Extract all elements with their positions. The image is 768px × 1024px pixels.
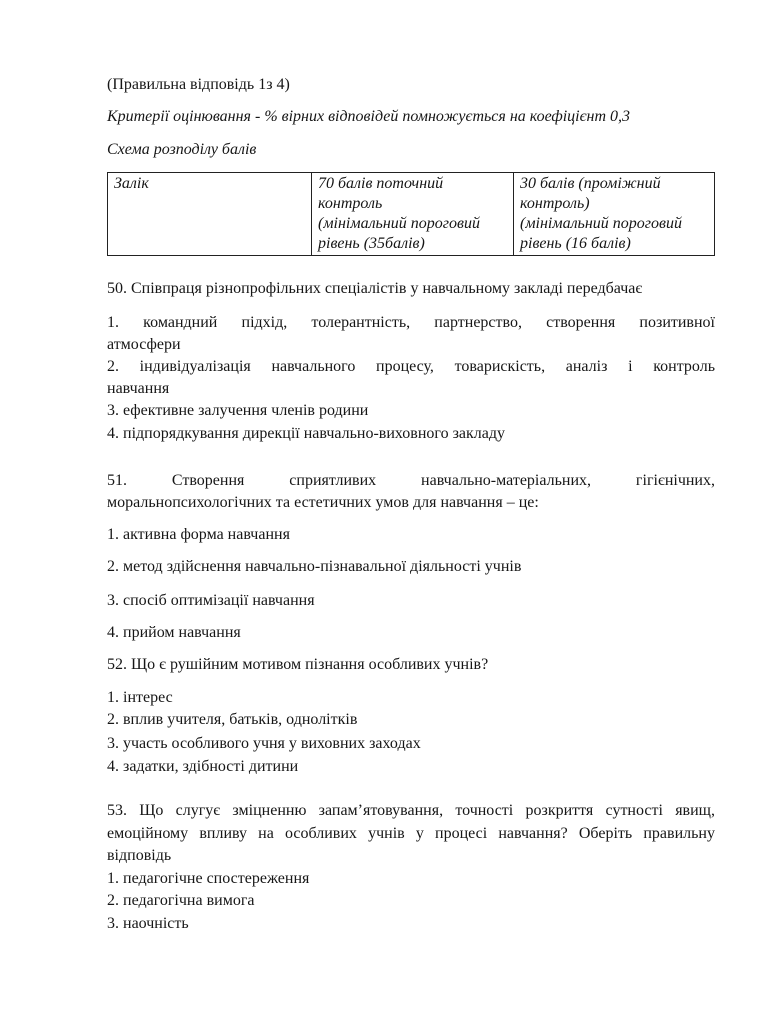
- question-text-line: відповідь: [107, 847, 172, 864]
- question-text-line: моральнопсихологічних та естетичних умов для навчання – це:: [107, 494, 539, 511]
- answer-option-line: атмосфери: [107, 336, 181, 353]
- table-cell-line: рівень (35балів): [318, 235, 425, 252]
- question-50: [107, 278, 715, 445]
- answer-option: 4. прийом навчання: [107, 624, 241, 641]
- answer-option-line: 1. командний підхід, толерантність, партнерство, створення позитивної: [107, 314, 715, 331]
- answer-option-line: 2. індивідуалізація навчального процесу, товарискість, аналіз і контроль: [107, 358, 715, 375]
- answer-option: 3. спосіб оптимізації навчання: [107, 592, 315, 609]
- table-cell-intermediate-control: [513, 173, 714, 255]
- question-text: 50. Співпраця різнопрофільних спеціалістів у навчальному закладі передбачає: [107, 280, 643, 297]
- answer-option-line: 4. підпорядкування дирекції навчально-виховного закладу: [107, 425, 505, 442]
- answer-option: 3. участь особливого учня у виховних заходах: [107, 735, 421, 752]
- answer-option: 1. активна форма навчання: [107, 526, 290, 543]
- answer-option: 2. вплив учителя, батьків, однолітків: [107, 711, 358, 728]
- question-text-line: 53. Що слугує зміцненню запам’ятовування, точності розкриття сутності явищ,: [107, 802, 715, 819]
- table-cell-line: контроль: [318, 195, 383, 212]
- question-text-line: 51. Створення сприятливих навчально-матеріальних, гігієнічних,: [107, 472, 715, 489]
- score-scheme-title: Схема розподілу балів: [107, 141, 257, 158]
- answer-option-line: навчання: [107, 380, 170, 397]
- answer-option: [107, 312, 715, 356]
- table-cell-line: Залік: [114, 175, 149, 192]
- page-content: [107, 74, 715, 935]
- question-text-line: емоційному впливу на особливих учнів у процесі навчання? Оберіть правильну: [107, 824, 715, 842]
- question-53: [107, 800, 715, 935]
- table-cell-line: (мінімальний пороговий: [318, 215, 480, 232]
- assessment-criteria: Критерії оцінювання - % вірних відповідей помножується на коефіцієнт 0,3: [107, 108, 631, 125]
- table-cell-credit: [108, 173, 311, 255]
- answer-option: [107, 423, 715, 445]
- table-cell-line: контроль): [520, 195, 590, 212]
- answer-option-line: 3. ефективне залучення членів родини: [107, 402, 369, 419]
- answer-option: 1. педагогічне спостереження: [107, 869, 310, 887]
- table-cell-line: 30 балів (проміжний: [520, 175, 661, 192]
- question-text: [107, 470, 715, 514]
- question-52: [107, 654, 715, 778]
- answer-option: [107, 400, 715, 422]
- answer-option: 4. задатки, здібності дитини: [107, 758, 299, 775]
- answer-option: 3. наочність: [107, 914, 189, 932]
- question-text: [107, 800, 715, 868]
- answer-option: [107, 356, 715, 400]
- question-51: [107, 470, 715, 644]
- score-distribution-table: [107, 172, 715, 256]
- answer-note: (Правильна відповідь 1з 4): [107, 76, 290, 93]
- answer-option: 1. інтерес: [107, 689, 173, 706]
- question-text: 52. Що є рушійним мотивом пізнання особливих учнів?: [107, 656, 489, 673]
- table-cell-current-control: [311, 173, 513, 255]
- table-cell-line: (мінімальний пороговий: [520, 215, 682, 232]
- answer-option: 2. педагогічна вимога: [107, 892, 255, 909]
- table-cell-line: рівень (16 балів): [520, 235, 631, 252]
- table-cell-line: 70 балів поточний: [318, 175, 444, 192]
- answer-option: 2. метод здійснення навчально-пізнавальної діяльності учнів: [107, 558, 522, 575]
